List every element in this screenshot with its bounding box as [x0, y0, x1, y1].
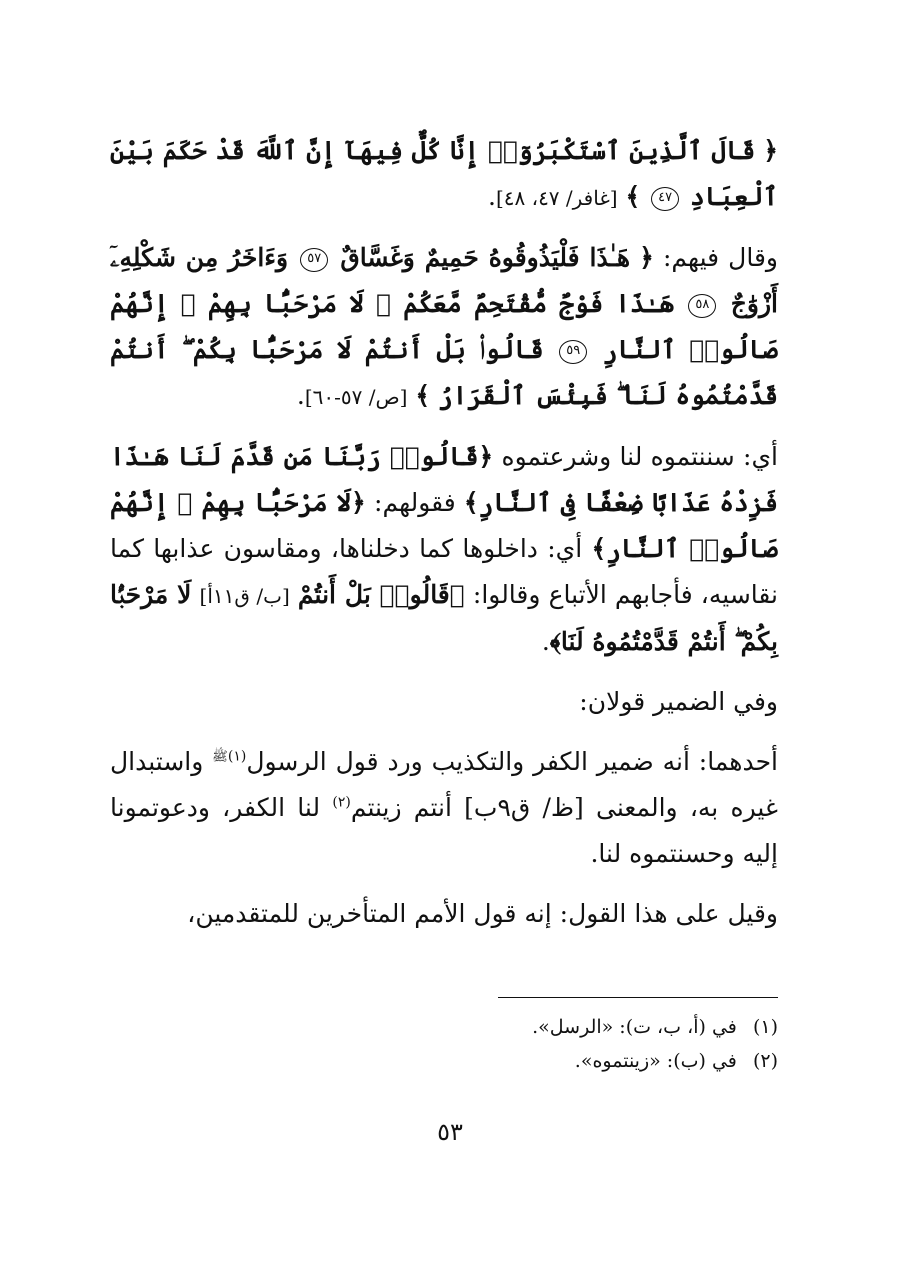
footnote-ref-1: (١) — [227, 748, 247, 765]
quran-verse: لَا مَرْحَبًۢا بِكُمْ ۖ أَنتُمْ قَدَّمْتُمُوهُ لَنَا — [110, 580, 778, 656]
footnote-text: في (ب): «زينتموه». — [574, 1050, 737, 1072]
footnote-1 — [110, 1010, 778, 1044]
footnotes — [110, 1010, 778, 1078]
paragraph-text: فقولهم: — [374, 488, 456, 517]
ayah-number-59: ٥٩ — [559, 340, 587, 364]
quran-verse: هَـٰذَا فَلْيَذُوقُوهُ حَمِيمٌ وَغَسَّاقٌ — [340, 243, 631, 272]
paragraph-2: وقال فيهم: ﴿ هَـٰذَا فَلْيَذُوقُوهُ حَمِيمٌ وَغَسَّاقٌ ٥٧ وَءَاخَرُ مِن شَكْلِهِۦٓ أَزْوَٰجٌ ٥٨ هَـٰذَا فَوْجٌ مُّقْتَحِمٌ مَّعَكُمْ ۖ لَا مَرْحَبًۢا بِهِمْ ۚ إِنَّهُمْ صَالُوا۟ ٱلنَّارِ ٥٩ قَالُوا۟ بَلْ أَنتُمْ لَا مَرْحَبًۢا بِكُمْ ۖ أَنتُمْ قَدَّمْتُمُوهُ لَنَا ۖ فَبِئْسَ ٱلْقَرَارُ ﴾ [ص/ ٥٧-٦٠]. — [110, 243, 778, 410]
paragraph-5 — [110, 739, 778, 877]
paragraph-text: أي: سننتموه لنا وشرعتموه — [501, 442, 778, 471]
verse-reference: [غافر/ ٤٧، ٤٨] — [495, 186, 618, 210]
honorific-glyph: ﷺ — [212, 749, 228, 765]
paragraph-6: وقيل على هذا القول: إنه قول الأمم المتأخرين للمتقدمين، — [187, 899, 778, 928]
ayah-number-47: ٤٧ — [651, 187, 679, 211]
quran-brace-close: ﴾ — [415, 381, 431, 410]
quran-verse: هَـٰذَا فَوْجٌ مُّقْتَحِمٌ مَّعَكُمْ ۖ لَا مَرْحَبًۢا بِهِمْ ۚ إِنَّهُمْ صَالُوا۟ ٱلنَّارِ — [110, 289, 778, 364]
verse-reference: [ص/ ٥٧-٦٠] — [304, 385, 408, 409]
footnote-marker: (٢) — [752, 1050, 778, 1072]
paragraph-text: أي: داخلوها كما دخلناها، ومقاسون عذابها كما نقاسيه، فأجابهم الأتباع وقالوا: — [110, 534, 778, 609]
quran-verse: قَالُوا۟ بَلْ أَنتُمْ — [297, 580, 450, 609]
paragraph-4: وفي الضمير قولان: — [579, 687, 778, 716]
quran-verse: قَالَ ٱلَّذِينَ ٱسْتَكْبَرُوٓا۟ إِنَّا كُلٌّ فِيهَآ إِنَّ ٱللَّهَ قَدْ حَكَمَ بَيْنَ ٱلْعِبَادِ — [110, 136, 778, 211]
paragraph-3: أي: سننتموه لنا وشرعتموه ﴿قَالُوا۟ رَبَّنَا مَن قَدَّمَ لَنَا هَـٰذَا فَزِدْهُ عَذَابًا ضِعْفًا فِى ٱلنَّارِ﴾ فقولهم: ﴿لَا مَرْحَبًۢا بِهِمْ ۚ إِنَّهُمْ صَالُوا۟ ٱلنَّارِ﴾ أي: داخلوها كما دخلناها، ومقاسون عذابها كما نقاسيه، فأجابهم الأتباع وقالوا: ﴿قَالُوا۟ بَلْ أَنتُمْ [ب/ ق١١أ] لَا مَرْحَبًۢا بِكُمْ ۖ أَنتُمْ قَدَّمْتُمُوهُ لَنَا﴾. — [110, 442, 779, 656]
quran-brace-open: ﴿ — [478, 442, 494, 471]
paragraph-text: أحدهما: أنه ضمير الكفر والتكذيب ورد قول الرسول — [246, 747, 778, 776]
quran-brace-close: ﴾ — [625, 182, 641, 211]
quran-verse: لَا مَرْحَبًۢا بِهِمْ ۚ إِنَّهُمْ صَالُوا۟ ٱلنَّارِ — [110, 488, 779, 563]
footnote-marker: (١) — [752, 1016, 778, 1038]
quran-verse: قَالُوا۟ بَلْ أَنتُمْ لَا مَرْحَبًۢا بِكُمْ ۖ أَنتُمْ قَدَّمْتُمُوهُ لَنَا ۖ فَبِئْسَ ٱلْقَرَارُ — [110, 335, 778, 410]
quran-brace-open: ﴿ — [763, 136, 778, 165]
footnote-text: في (أ، ب، ت): «الرسل». — [532, 1016, 737, 1038]
paragraph-text: واستبدال غيره به، والمعنى [ظ/ ق٩ب] أنتم زينتم — [110, 747, 779, 822]
paragraph-text: وقال فيهم: — [662, 243, 778, 272]
quran-brace-close: ﴾ — [591, 534, 607, 563]
quran-brace-open: ﴿ — [639, 243, 654, 272]
quran-verse: وَءَاخَرُ مِن شَكْلِهِۦٓ أَزْوَٰجٌ — [110, 243, 778, 318]
page-body — [110, 128, 778, 951]
quran-verse: قَالُوا۟ رَبَّنَا مَن قَدَّمَ لَنَا هَـٰذَا فَزِدْهُ عَذَابًا ضِعْفًا فِى ٱلنَّارِ — [110, 442, 778, 517]
ayah-number-57: ٥٧ — [300, 248, 328, 272]
quran-brace-close: ﴾ — [463, 488, 479, 517]
manuscript-reference: [ب/ ق١١أ] — [199, 584, 290, 608]
footnote-2 — [110, 1044, 778, 1078]
page-number: ٥٣ — [437, 1118, 463, 1146]
quran-brace-open: ﴿ — [449, 580, 465, 609]
quran-brace-close: ﴾ — [549, 627, 561, 656]
quran-brace-open: ﴿ — [351, 488, 366, 517]
paragraph-1: ﴿ قَالَ ٱلَّذِينَ ٱسْتَكْبَرُوٓا۟ إِنَّا كُلٌّ فِيهَآ إِنَّ ٱللَّهَ قَدْ حَكَمَ بَيْنَ ٱلْعِبَادِ ٤٧ ﴾ [غافر/ ٤٧، ٤٨]. — [110, 136, 778, 211]
paragraph-text: لنا الكفر، ودعوتمونا إليه وحسنتموه لنا. — [110, 793, 778, 868]
footnote-ref-2: (٢) — [332, 794, 351, 811]
ayah-number-58: ٥٨ — [688, 294, 716, 318]
footnote-separator — [498, 997, 778, 998]
